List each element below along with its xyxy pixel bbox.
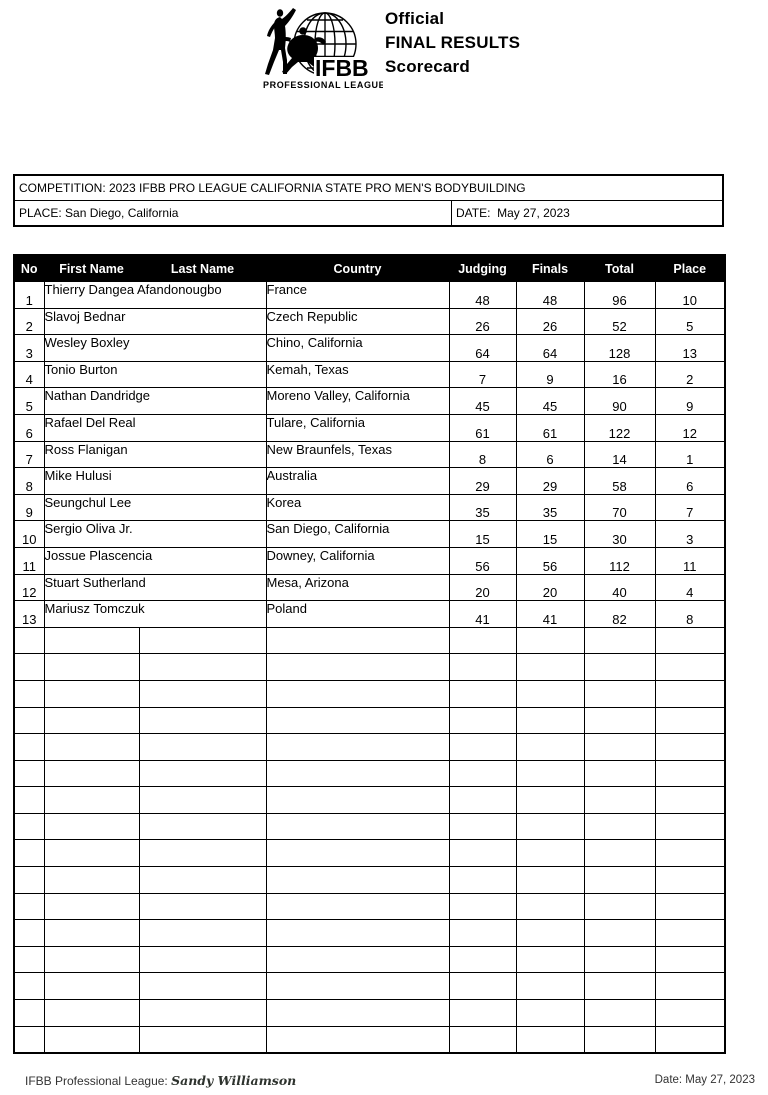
empty-cell [14, 707, 44, 734]
empty-cell [584, 920, 655, 947]
empty-cell [449, 734, 516, 761]
empty-cell [516, 707, 584, 734]
empty-cell [14, 920, 44, 947]
finals-score-cell: 26 [516, 308, 584, 335]
empty-cell [655, 867, 725, 894]
date-field: DATE: May 27, 2023 [456, 206, 570, 220]
competitor-name-cell: Mike Hulusi [44, 468, 266, 495]
empty-cell [139, 920, 266, 947]
results-table-body [14, 282, 725, 1054]
empty-cell [655, 734, 725, 761]
country-cell: Korea [266, 494, 449, 521]
empty-cell [44, 1000, 139, 1027]
footer-label: IFBB Professional League: [25, 1074, 172, 1088]
country-cell: Chino, California [266, 335, 449, 362]
column-header-country: Country [266, 255, 449, 282]
country-cell: France [266, 282, 449, 309]
empty-cell [516, 654, 584, 681]
total-score-cell: 82 [584, 601, 655, 628]
empty-cell [655, 946, 725, 973]
empty-row [14, 867, 725, 894]
empty-cell [584, 654, 655, 681]
empty-cell [449, 787, 516, 814]
empty-cell [266, 734, 449, 761]
title-line-final-results: FINAL RESULTS [385, 33, 521, 52]
row-number-cell: 1 [14, 282, 44, 309]
empty-cell [266, 760, 449, 787]
empty-cell [584, 813, 655, 840]
place-cell: 2 [655, 361, 725, 388]
judging-score-cell: 26 [449, 308, 516, 335]
place-cell: 6 [655, 468, 725, 495]
empty-cell [14, 627, 44, 654]
empty-cell [516, 760, 584, 787]
country-cell: Czech Republic [266, 308, 449, 335]
competitor-row [14, 547, 725, 574]
place-cell: 1 [655, 441, 725, 468]
empty-cell [584, 760, 655, 787]
competitor-row [14, 388, 725, 415]
empty-cell [655, 1026, 725, 1053]
place-cell: 4 [655, 574, 725, 601]
total-score-cell: 90 [584, 388, 655, 415]
empty-cell [584, 627, 655, 654]
country-cell: Downey, California [266, 547, 449, 574]
finals-score-cell: 64 [516, 335, 584, 362]
judging-score-cell: 20 [449, 574, 516, 601]
empty-cell [44, 867, 139, 894]
column-header-no: No [14, 255, 44, 282]
empty-cell [516, 867, 584, 894]
empty-cell [584, 787, 655, 814]
empty-cell [14, 946, 44, 973]
logo-graphic [253, 4, 383, 92]
empty-cell [139, 1026, 266, 1053]
place-field: PLACE: San Diego, California [15, 201, 452, 225]
empty-cell [516, 734, 584, 761]
empty-cell [584, 946, 655, 973]
place-cell: 12 [655, 414, 725, 441]
empty-cell [449, 654, 516, 681]
empty-cell [655, 654, 725, 681]
empty-cell [14, 680, 44, 707]
empty-row [14, 840, 725, 867]
empty-cell [266, 680, 449, 707]
signature-text: Sandy Williamson [171, 1073, 297, 1088]
empty-cell [584, 1026, 655, 1053]
empty-cell [44, 787, 139, 814]
finals-score-cell: 48 [516, 282, 584, 309]
empty-row [14, 813, 725, 840]
empty-cell [139, 734, 266, 761]
finals-score-cell: 45 [516, 388, 584, 415]
empty-row [14, 627, 725, 654]
empty-cell [139, 707, 266, 734]
empty-cell [139, 946, 266, 973]
empty-cell [449, 813, 516, 840]
empty-cell [14, 734, 44, 761]
empty-row [14, 1000, 725, 1027]
row-number-cell: 8 [14, 468, 44, 495]
empty-cell [655, 840, 725, 867]
empty-cell [584, 867, 655, 894]
judging-score-cell: 29 [449, 468, 516, 495]
row-number-cell: 2 [14, 308, 44, 335]
row-number-cell: 11 [14, 547, 44, 574]
competitor-name-cell: Slavoj Bednar [44, 308, 266, 335]
total-score-cell: 122 [584, 414, 655, 441]
empty-cell [655, 813, 725, 840]
empty-cell [14, 760, 44, 787]
empty-cell [14, 1026, 44, 1053]
empty-cell [266, 867, 449, 894]
empty-cell [516, 813, 584, 840]
country-cell: Australia [266, 468, 449, 495]
empty-cell [655, 1000, 725, 1027]
empty-cell [655, 893, 725, 920]
empty-cell [266, 787, 449, 814]
place-cell: 5 [655, 308, 725, 335]
country-cell: Mesa, Arizona [266, 574, 449, 601]
total-score-cell: 30 [584, 521, 655, 548]
empty-cell [266, 627, 449, 654]
column-header-judging: Judging [449, 255, 516, 282]
competitor-name-cell: Sergio Oliva Jr. [44, 521, 266, 548]
empty-cell [655, 627, 725, 654]
row-number-cell: 7 [14, 441, 44, 468]
empty-cell [14, 1000, 44, 1027]
competitor-name-cell: Rafael Del Real [44, 414, 266, 441]
empty-cell [516, 1026, 584, 1053]
row-number-cell: 5 [14, 388, 44, 415]
place-cell: 13 [655, 335, 725, 362]
empty-cell [449, 1026, 516, 1053]
empty-cell [139, 787, 266, 814]
finals-score-cell: 29 [516, 468, 584, 495]
empty-cell [139, 813, 266, 840]
competitor-row [14, 308, 725, 335]
empty-cell [44, 946, 139, 973]
total-score-cell: 112 [584, 547, 655, 574]
judging-score-cell: 61 [449, 414, 516, 441]
judging-score-cell: 64 [449, 335, 516, 362]
empty-cell [584, 734, 655, 761]
row-number-cell: 12 [14, 574, 44, 601]
empty-cell [516, 787, 584, 814]
column-header-finals: Finals [516, 255, 584, 282]
judging-score-cell: 45 [449, 388, 516, 415]
empty-row [14, 654, 725, 681]
title-line-official: Official [385, 9, 445, 28]
competition-name: COMPETITION: 2023 IFBB PRO LEAGUE CALIFORNIA STATE PRO MEN'S BODYBUILDING [15, 176, 722, 201]
column-header-first-name: First Name [44, 255, 139, 282]
empty-cell [449, 893, 516, 920]
empty-cell [44, 680, 139, 707]
empty-cell [516, 840, 584, 867]
competitor-row [14, 468, 725, 495]
judging-score-cell: 8 [449, 441, 516, 468]
empty-cell [266, 813, 449, 840]
empty-cell [266, 973, 449, 1000]
empty-cell [266, 1000, 449, 1027]
empty-cell [449, 680, 516, 707]
empty-cell [584, 973, 655, 1000]
competitor-row [14, 521, 725, 548]
competitor-name-cell: Jossue Plascencia [44, 547, 266, 574]
empty-cell [655, 920, 725, 947]
judging-score-cell: 35 [449, 494, 516, 521]
empty-row [14, 1026, 725, 1053]
empty-cell [449, 1000, 516, 1027]
empty-cell [516, 680, 584, 707]
place-date-row [15, 201, 722, 225]
empty-cell [655, 760, 725, 787]
total-score-cell: 16 [584, 361, 655, 388]
total-score-cell: 70 [584, 494, 655, 521]
empty-cell [14, 893, 44, 920]
total-score-cell: 40 [584, 574, 655, 601]
empty-cell [584, 893, 655, 920]
empty-row [14, 734, 725, 761]
empty-cell [584, 840, 655, 867]
country-cell: Tulare, California [266, 414, 449, 441]
empty-row [14, 680, 725, 707]
empty-cell [139, 627, 266, 654]
place-cell: 8 [655, 601, 725, 628]
row-number-cell: 4 [14, 361, 44, 388]
footer-date: Date: May 27, 2023 [654, 1074, 755, 1086]
total-score-cell: 96 [584, 282, 655, 309]
empty-cell [266, 946, 449, 973]
empty-cell [655, 787, 725, 814]
empty-cell [516, 893, 584, 920]
footer-signature-line [25, 1073, 296, 1088]
row-number-cell: 13 [14, 601, 44, 628]
title-line-scorecard: Scorecard [385, 57, 470, 76]
competitor-name-cell: Ross Flanigan [44, 441, 266, 468]
judging-score-cell: 15 [449, 521, 516, 548]
place-cell: 3 [655, 521, 725, 548]
empty-cell [139, 680, 266, 707]
logo-subtitle: PROFESSIONAL LEAGUE [263, 80, 383, 90]
finals-score-cell: 61 [516, 414, 584, 441]
empty-cell [449, 627, 516, 654]
empty-row [14, 760, 725, 787]
empty-cell [266, 654, 449, 681]
place-cell: 7 [655, 494, 725, 521]
country-cell: Poland [266, 601, 449, 628]
competitor-row [14, 335, 725, 362]
empty-cell [44, 1026, 139, 1053]
empty-cell [44, 760, 139, 787]
empty-cell [14, 787, 44, 814]
finals-score-cell: 20 [516, 574, 584, 601]
judging-score-cell: 41 [449, 601, 516, 628]
place-cell: 9 [655, 388, 725, 415]
competitor-name-cell: Wesley Boxley [44, 335, 266, 362]
empty-cell [449, 867, 516, 894]
place-cell: 10 [655, 282, 725, 309]
empty-cell [139, 760, 266, 787]
total-score-cell: 58 [584, 468, 655, 495]
empty-cell [655, 973, 725, 1000]
table-header-row [14, 255, 725, 282]
total-score-cell: 52 [584, 308, 655, 335]
empty-row [14, 946, 725, 973]
empty-cell [14, 654, 44, 681]
empty-cell [44, 893, 139, 920]
empty-cell [584, 707, 655, 734]
competitor-name-cell: Stuart Sutherland [44, 574, 266, 601]
competitor-row [14, 361, 725, 388]
column-header-place: Place [655, 255, 725, 282]
judging-score-cell: 48 [449, 282, 516, 309]
empty-row [14, 787, 725, 814]
ifbb-professional-league-logo [253, 4, 383, 92]
total-score-cell: 14 [584, 441, 655, 468]
empty-cell [139, 654, 266, 681]
competitor-name-cell: Mariusz Tomczuk [44, 601, 266, 628]
competitor-name-cell: Seungchul Lee [44, 494, 266, 521]
competition-info-box [13, 174, 724, 227]
document-title [385, 7, 520, 79]
empty-cell [44, 813, 139, 840]
country-cell: Moreno Valley, California [266, 388, 449, 415]
column-header-last-name: Last Name [139, 255, 266, 282]
finals-score-cell: 56 [516, 547, 584, 574]
empty-cell [655, 680, 725, 707]
country-cell: New Braunfels, Texas [266, 441, 449, 468]
finals-score-cell: 15 [516, 521, 584, 548]
empty-cell [14, 813, 44, 840]
empty-cell [44, 654, 139, 681]
empty-cell [14, 840, 44, 867]
empty-row [14, 973, 725, 1000]
empty-cell [139, 973, 266, 1000]
empty-row [14, 920, 725, 947]
empty-cell [655, 707, 725, 734]
empty-cell [449, 707, 516, 734]
empty-cell [266, 707, 449, 734]
empty-cell [266, 1026, 449, 1053]
empty-cell [266, 893, 449, 920]
finals-score-cell: 9 [516, 361, 584, 388]
empty-row [14, 707, 725, 734]
empty-cell [449, 973, 516, 1000]
empty-cell [139, 1000, 266, 1027]
empty-cell [139, 867, 266, 894]
empty-cell [584, 680, 655, 707]
empty-cell [266, 920, 449, 947]
empty-cell [44, 734, 139, 761]
judging-score-cell: 56 [449, 547, 516, 574]
competitor-row [14, 601, 725, 628]
competitor-row [14, 441, 725, 468]
empty-cell [44, 707, 139, 734]
row-number-cell: 10 [14, 521, 44, 548]
row-number-cell: 9 [14, 494, 44, 521]
empty-cell [14, 867, 44, 894]
empty-cell [139, 840, 266, 867]
empty-cell [44, 973, 139, 1000]
country-cell: Kemah, Texas [266, 361, 449, 388]
empty-cell [44, 627, 139, 654]
competitor-row [14, 494, 725, 521]
judging-score-cell: 7 [449, 361, 516, 388]
empty-cell [516, 920, 584, 947]
empty-cell [516, 627, 584, 654]
empty-cell [516, 973, 584, 1000]
empty-cell [44, 920, 139, 947]
finals-score-cell: 41 [516, 601, 584, 628]
empty-cell [516, 946, 584, 973]
competitor-row [14, 414, 725, 441]
empty-cell [449, 760, 516, 787]
column-header-total: Total [584, 255, 655, 282]
place-cell: 11 [655, 547, 725, 574]
finals-score-cell: 6 [516, 441, 584, 468]
logo-acronym: IFBB [315, 55, 369, 81]
empty-cell [449, 840, 516, 867]
total-score-cell: 128 [584, 335, 655, 362]
empty-cell [449, 946, 516, 973]
empty-cell [449, 920, 516, 947]
competitor-name-cell: Nathan Dandridge [44, 388, 266, 415]
empty-cell [584, 1000, 655, 1027]
competitor-row [14, 574, 725, 601]
empty-cell [139, 893, 266, 920]
competitor-name-cell: Thierry Dangea Afandonougbo [44, 282, 266, 309]
empty-cell [44, 840, 139, 867]
empty-cell [516, 1000, 584, 1027]
row-number-cell: 6 [14, 414, 44, 441]
country-cell: San Diego, California [266, 521, 449, 548]
row-number-cell: 3 [14, 335, 44, 362]
empty-row [14, 893, 725, 920]
competitor-name-cell: Tonio Burton [44, 361, 266, 388]
finals-score-cell: 35 [516, 494, 584, 521]
competitor-row [14, 282, 725, 309]
results-table [13, 254, 726, 1054]
empty-cell [266, 840, 449, 867]
empty-cell [14, 973, 44, 1000]
